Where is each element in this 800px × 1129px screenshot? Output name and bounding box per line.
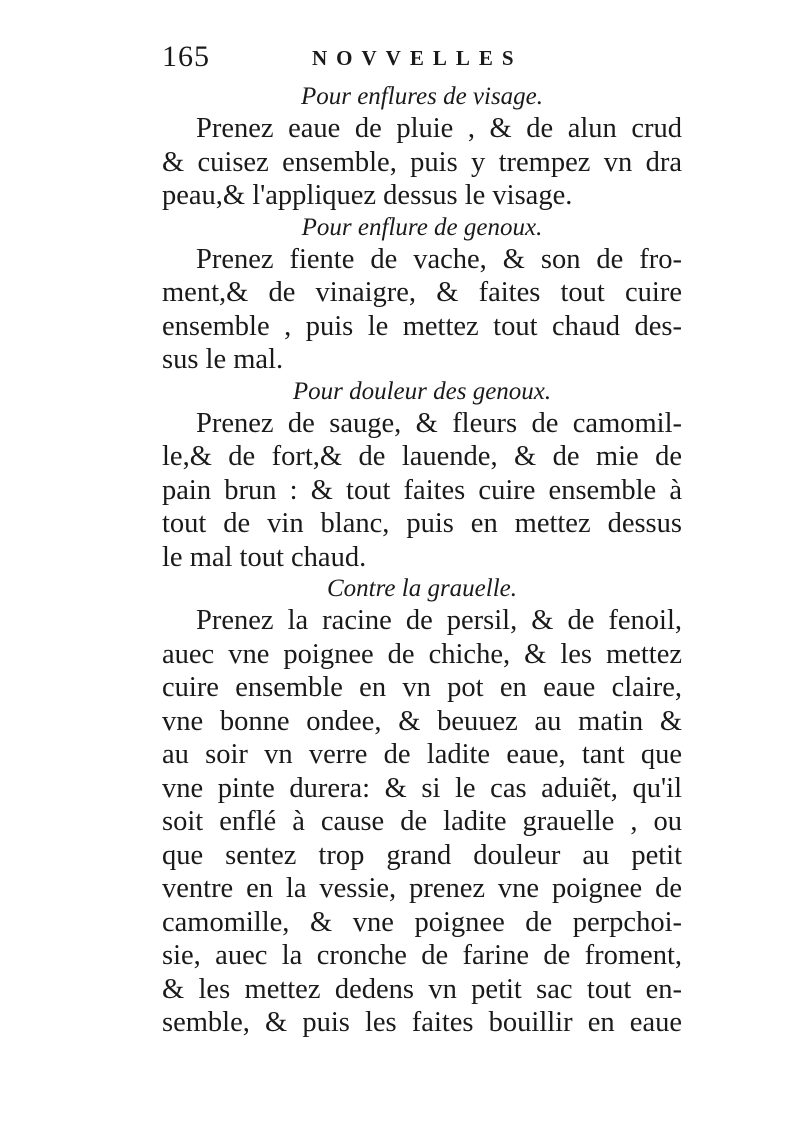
text-line: ventre en la vessie, prenez vne poignee de bbox=[162, 873, 682, 904]
text-line: & cuisez ensemble, puis y trempez vn dra bbox=[162, 146, 682, 178]
text-line: camomille, & vne poignee de perpchoi- bbox=[162, 906, 682, 938]
section-paragraph bbox=[162, 112, 682, 213]
running-head: NOVVELLES bbox=[312, 46, 523, 70]
recipe-section bbox=[162, 574, 682, 1040]
text-line: semble, & puis les faites bouillir en eaue bbox=[162, 1007, 682, 1038]
text-line: peau,& l'appliquez dessus le visage. bbox=[162, 180, 573, 211]
text-line: Prenez la racine de persil, & de fenoil, bbox=[196, 605, 682, 636]
text-line: que sentez trop grand douleur au petit bbox=[162, 839, 682, 871]
section-heading: Pour enflure de genoux. bbox=[301, 213, 543, 241]
recipe-section bbox=[162, 377, 682, 575]
text-line: cuire ensemble en vn pot en eaue claire, bbox=[162, 672, 682, 703]
text-line: ensemble , puis le mettez tout chaud des- bbox=[162, 310, 682, 342]
section-paragraph bbox=[162, 604, 682, 1040]
text-line: Prenez de sauge, & fleurs de camomil- bbox=[196, 407, 682, 439]
text-line: sus le mal. bbox=[162, 344, 284, 375]
text-line: ment,& de vinaigre, & faites tout cuire bbox=[162, 277, 682, 308]
book-page bbox=[162, 40, 682, 1040]
section-heading: Pour enflures de visage. bbox=[300, 83, 544, 110]
text-line: au soir vn verre de ladite eaue, tant que bbox=[162, 739, 682, 770]
text-line: tout de vin blanc, puis en mettez dessus bbox=[162, 508, 682, 539]
text-line: vne pinte durera: & si le cas aduiẽt, qu'il bbox=[162, 772, 682, 804]
recipe-section bbox=[162, 82, 682, 213]
text-line: Prenez eaue de pluie , & de alun crud bbox=[196, 113, 682, 144]
text-line: le mal tout chaud. bbox=[162, 541, 367, 573]
text-line: le,& de fort,& de lauende, & de mie de bbox=[162, 441, 682, 472]
recipe-section bbox=[162, 213, 682, 377]
page-header bbox=[162, 40, 682, 82]
section-heading: Pour douleur des genoux. bbox=[292, 377, 552, 405]
text-line: soit enflé à cause de ladite grauelle , ou bbox=[162, 806, 682, 837]
text-line: pain brun : & tout faites cuire ensemble à bbox=[162, 474, 682, 506]
section-paragraph bbox=[162, 243, 682, 377]
text-line: auec vne poignee de chiche, & les mettez bbox=[162, 638, 682, 670]
text-line: Prenez fiente de vache, & son de fro- bbox=[196, 243, 682, 275]
text-line: vne bonne ondee, & beuuez au matin & bbox=[162, 705, 682, 737]
page-number: 165 bbox=[162, 40, 210, 73]
section-paragraph bbox=[162, 407, 682, 575]
text-line: sie, auec la cronche de farine de froment, bbox=[162, 940, 682, 971]
section-heading: Contre la grauelle. bbox=[326, 575, 518, 602]
text-line: & les mettez dedens vn petit sac tout en- bbox=[162, 973, 682, 1005]
